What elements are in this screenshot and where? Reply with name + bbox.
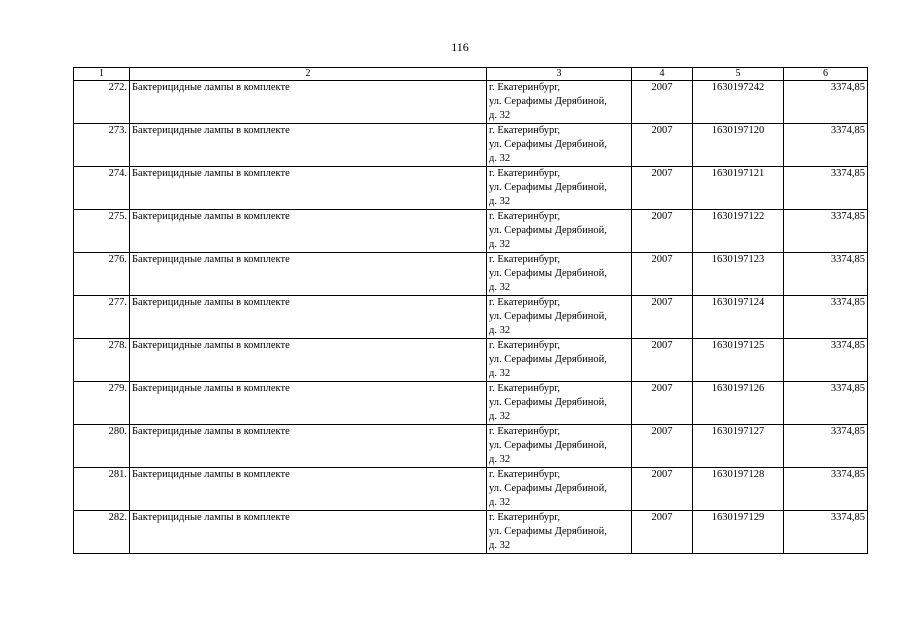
table-row [74,339,868,382]
row-number: 273. [74,124,130,167]
item-inventory-number: 1630197129 [693,511,784,554]
item-address: г. Екатеринбург, ул. Серафимы Дерябиной, д. 32 [487,382,632,425]
header-col-4: 4 [632,68,693,81]
item-cost: 3374,85 [784,167,868,210]
item-inventory-number: 1630197242 [693,81,784,124]
item-name: Бактерицидные лампы в комплекте [130,296,487,339]
item-cost: 3374,85 [784,253,868,296]
item-inventory-number: 1630197126 [693,382,784,425]
row-number: 280. [74,425,130,468]
item-address: г. Екатеринбург, ул. Серафимы Дерябиной, д. 32 [487,124,632,167]
item-inventory-number: 1630197123 [693,253,784,296]
item-cost: 3374,85 [784,468,868,511]
header-row [74,68,868,81]
item-cost: 3374,85 [784,339,868,382]
item-cost: 3374,85 [784,124,868,167]
item-name: Бактерицидные лампы в комплекте [130,253,487,296]
table-row [74,425,868,468]
item-year: 2007 [632,296,693,339]
item-name: Бактерицидные лампы в комплекте [130,425,487,468]
item-name: Бактерицидные лампы в комплекте [130,210,487,253]
item-name: Бактерицидные лампы в комплекте [130,81,487,124]
item-year: 2007 [632,167,693,210]
item-year: 2007 [632,81,693,124]
table-row [74,468,868,511]
item-cost: 3374,85 [784,296,868,339]
row-number: 277. [74,296,130,339]
page-number: 116 [451,40,469,54]
table-row [74,81,868,124]
header-col-2: 2 [130,68,487,81]
row-number: 282. [74,511,130,554]
row-number: 275. [74,210,130,253]
item-address: г. Екатеринбург, ул. Серафимы Дерябиной, д. 32 [487,511,632,554]
table-row [74,511,868,554]
table-row [74,382,868,425]
table-row [74,253,868,296]
item-cost: 3374,85 [784,511,868,554]
item-year: 2007 [632,382,693,425]
table-row [74,296,868,339]
item-cost: 3374,85 [784,425,868,468]
item-name: Бактерицидные лампы в комплекте [130,167,487,210]
item-year: 2007 [632,468,693,511]
row-number: 272. [74,81,130,124]
item-year: 2007 [632,339,693,382]
item-address: г. Екатеринбург, ул. Серафимы Дерябиной, д. 32 [487,425,632,468]
item-name: Бактерицидные лампы в комплекте [130,511,487,554]
item-name: Бактерицидные лампы в комплекте [130,124,487,167]
row-number: 276. [74,253,130,296]
item-address: г. Екатеринбург, ул. Серафимы Дерябиной, д. 32 [487,468,632,511]
item-inventory-number: 1630197127 [693,425,784,468]
item-inventory-number: 1630197124 [693,296,784,339]
row-number: 274. [74,167,130,210]
property-table [73,67,868,554]
item-address: г. Екатеринбург, ул. Серафимы Дерябиной, д. 32 [487,253,632,296]
item-inventory-number: 1630197122 [693,210,784,253]
item-year: 2007 [632,210,693,253]
item-year: 2007 [632,124,693,167]
row-number: 281. [74,468,130,511]
item-inventory-number: 1630197120 [693,124,784,167]
item-name: Бактерицидные лампы в комплекте [130,468,487,511]
item-address: г. Екатеринбург, ул. Серафимы Дерябиной, д. 32 [487,339,632,382]
item-inventory-number: 1630197128 [693,468,784,511]
item-address: г. Екатеринбург, ул. Серафимы Дерябиной, д. 32 [487,210,632,253]
item-inventory-number: 1630197121 [693,167,784,210]
item-address: г. Екатеринбург, ул. Серафимы Дерябиной, д. 32 [487,81,632,124]
row-number: 278. [74,339,130,382]
item-cost: 3374,85 [784,382,868,425]
header-col-1: 1 [74,68,130,81]
item-year: 2007 [632,425,693,468]
table-row [74,210,868,253]
header-col-6: 6 [784,68,868,81]
item-inventory-number: 1630197125 [693,339,784,382]
row-number: 279. [74,382,130,425]
item-cost: 3374,85 [784,210,868,253]
item-year: 2007 [632,253,693,296]
item-year: 2007 [632,511,693,554]
item-address: г. Екатеринбург, ул. Серафимы Дерябиной, д. 32 [487,296,632,339]
item-cost: 3374,85 [784,81,868,124]
header-col-5: 5 [693,68,784,81]
header-col-3: 3 [487,68,632,81]
table-row [74,124,868,167]
item-address: г. Екатеринбург, ул. Серафимы Дерябиной, д. 32 [487,167,632,210]
table-row [74,167,868,210]
item-name: Бактерицидные лампы в комплекте [130,382,487,425]
item-name: Бактерицидные лампы в комплекте [130,339,487,382]
